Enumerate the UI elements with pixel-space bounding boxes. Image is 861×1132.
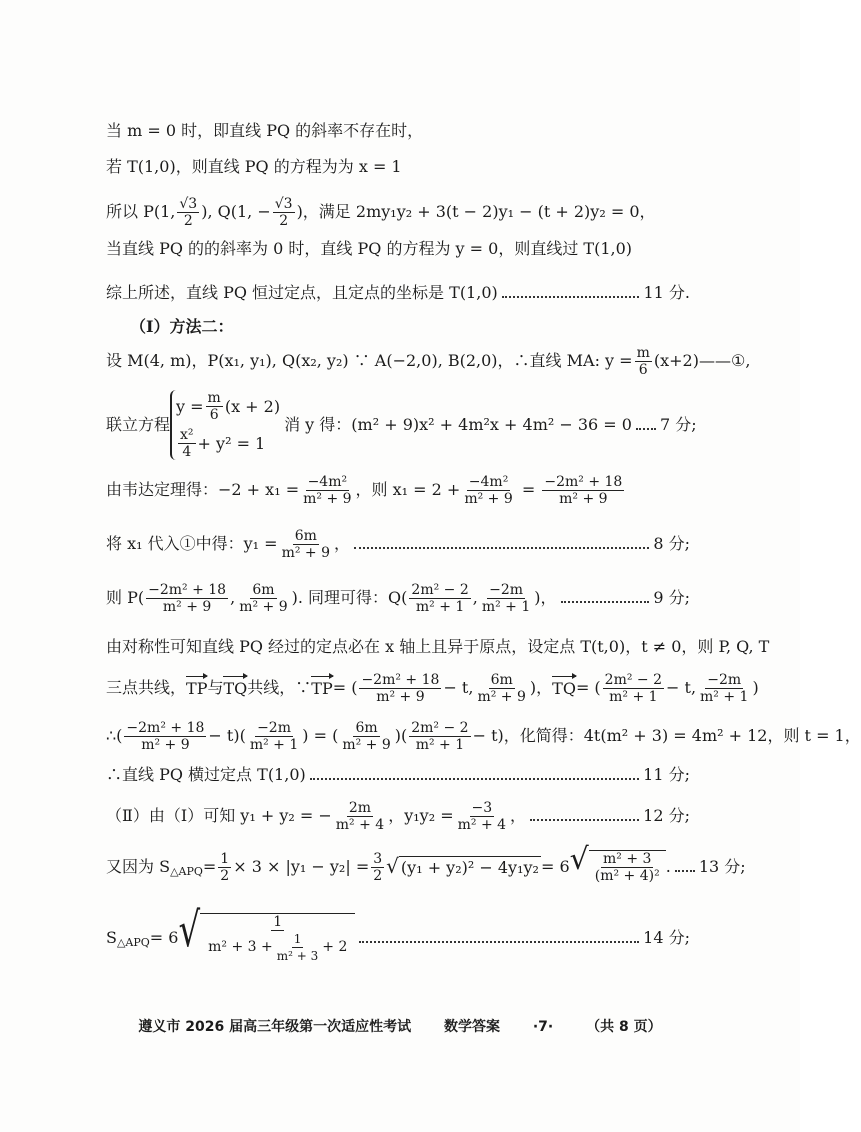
denominator: m² + 9 (477, 688, 526, 705)
numerator: m² + 3 (603, 851, 652, 867)
score-mark: 8 分; (653, 534, 690, 553)
equation-system-brace (170, 390, 280, 460)
line-text: = 6 (149, 928, 179, 947)
section-heading (130, 316, 690, 338)
denominator: m² + 9 (376, 688, 425, 705)
denominator: 2 (279, 212, 289, 229)
line-text: ). 同理可得：Q( (291, 588, 408, 607)
line-text: (x+2)——①, (653, 351, 751, 370)
numerator: 1 (220, 850, 230, 867)
fraction (273, 196, 295, 229)
line-text: − t, (666, 678, 697, 697)
numerator: −4m² (468, 473, 509, 490)
line-text: 将 x₁ 代入①中得：y₁ = (106, 534, 278, 553)
fraction (178, 427, 196, 460)
numerator: 2m² − 2 (604, 671, 663, 688)
fraction (593, 851, 662, 884)
line-text: ， (510, 806, 527, 825)
numerator: m (207, 390, 221, 406)
line-text: ) = ( (302, 726, 339, 745)
line-text: 所以 P(1, (106, 202, 176, 221)
line-text: ), Q(1, − (201, 202, 271, 221)
numerator: 1 (273, 913, 283, 930)
numerator: 3 (373, 850, 383, 867)
line-text: = (202, 857, 217, 876)
numerator: −3 (471, 799, 493, 816)
line-text: = ( (332, 678, 358, 697)
line-text: − t)，化简得：4t(m² + 3) = 4m² + 12，则 t = 1， (472, 726, 861, 745)
denominator: 2 (373, 867, 383, 884)
line-text: 综上所述，直线 PQ 恒过定点，且定点的坐标是 T(1,0) (106, 283, 498, 302)
line-text: ，y₁y₂ = (388, 806, 454, 825)
numerator: 1 (293, 931, 302, 946)
line-text: 则 P( (106, 588, 145, 607)
vector-tq: TQ (552, 676, 576, 700)
footer-exam-title: 遵义市 2026 届高三年级第一次适应性考试 (138, 1019, 412, 1035)
fraction (480, 582, 532, 615)
denominator: m² + 9 (162, 598, 212, 615)
line-text: 由韦达定理得：−2 + x₁ = (106, 480, 300, 499)
line-text: × 3 × |y₁ − y₂| = (233, 857, 370, 876)
numerator: −2m² + 18 (361, 671, 440, 688)
fraction (280, 528, 332, 561)
denominator: 2 (220, 867, 230, 884)
denominator: m² + 9 (342, 736, 391, 753)
text-line (106, 796, 690, 836)
fraction (359, 672, 441, 705)
numerator: √3 (179, 195, 198, 212)
numerator: 2m (348, 799, 372, 816)
denominator: m² + 3 (276, 948, 319, 963)
text-line (106, 902, 690, 968)
leader-dots (359, 941, 639, 943)
numerator: −4m² (307, 473, 348, 490)
text-line (106, 636, 770, 658)
line-text: = 6 (540, 857, 570, 876)
denominator: m² + 1 (481, 598, 531, 615)
text-line (106, 470, 690, 510)
line-text: 联立方程 (106, 415, 171, 434)
denominator: 2 (183, 212, 193, 229)
footer-subject: 数学答案 (443, 1019, 500, 1035)
text-line (106, 342, 751, 380)
score-mark: 9 分; (653, 588, 690, 607)
numerator: −2m (707, 671, 742, 688)
denominator: m² + 1 (249, 736, 299, 753)
fraction (334, 800, 386, 833)
text-line: 又因为 S △APQ = $\frac{1}{2}$ × 3 × |y₁ − y₂| = $\frac{3}{2}$ √ (y₁ + y₂)² − 4y₁y₂ = 6 √ $\frac{\text{m² + 3}}{\text{(m² + 4)²}}$ . 13 分; (106, 842, 746, 884)
numerator: m (636, 344, 650, 361)
text-line (106, 716, 861, 756)
square-root: √ 1 m² + 3 + $\frac{1}{\text{m² + 3}}$ + 2 (178, 913, 355, 964)
line-text: S (106, 928, 117, 947)
square-root: √ $\frac{\text{m² + 3}}{\text{(m² + 4)²}}$ (570, 850, 666, 884)
fraction (409, 582, 470, 615)
fraction (218, 851, 231, 884)
line-text: 当 m = 0 时，即直线 PQ 的斜率不存在时， (106, 121, 424, 140)
line-text: 当直线 PQ 的的斜率为 0 时，直线 PQ 的方程为 y = 0，则直线过 T(1,0) (106, 239, 633, 258)
fraction (542, 474, 624, 507)
leader-dots (502, 296, 640, 298)
equals-sign: = (516, 480, 541, 499)
numerator: 2m² − 2 (411, 581, 469, 598)
line-text: ∴( (106, 726, 123, 745)
denominator: m² + 1 (700, 688, 749, 705)
vector-tq: TQ (223, 676, 247, 700)
score-mark: 11 分. (643, 283, 690, 302)
leader-dots (675, 870, 695, 872)
leader-dots (354, 547, 649, 549)
denominator: m² + 9 (303, 490, 352, 507)
line-text: − t)( (208, 726, 246, 745)
score-mark: 12 分; (643, 806, 690, 825)
line-text: （Ⅰ）方法二： (130, 317, 234, 336)
score-mark: 11 分; (643, 765, 690, 784)
page-footer (0, 1016, 800, 1036)
fraction (462, 474, 514, 507)
fraction (301, 474, 353, 507)
fraction (409, 720, 470, 753)
denominator: m² + 1 (415, 736, 465, 753)
numerator: 2m² − 2 (411, 719, 469, 736)
denominator: m² + 9 (281, 544, 330, 561)
footer-page-number: ·7· (532, 1019, 554, 1035)
numerator: −2m² + 18 (544, 473, 623, 490)
line-text: （Ⅱ）由（Ⅰ）可知 y₁ + y₂ = − (106, 806, 332, 825)
line-text: ，则 x₁ = 2 + (355, 480, 461, 499)
text-line: 将 x₁ 代入①中得：y₁ = $\frac{6m}{\text{m² + 9}}$ ， 8 分; (106, 527, 690, 561)
fraction (275, 931, 321, 964)
numerator: −2m (257, 719, 291, 736)
denominator: m² + 4 (335, 816, 385, 833)
fraction (124, 720, 206, 753)
leader-dots (310, 778, 639, 780)
numerator: 6m (490, 671, 513, 688)
line-text: )，满足 2my₁y₂ + 3(t − 2)y₁ − (t + 2)y₂ = 0， (296, 202, 656, 221)
radicand: (y₁ + y₂)² − 4y₁y₂ (400, 857, 539, 877)
text-line (106, 192, 690, 232)
score-mark: 14 分; (643, 928, 690, 947)
line-text: 与 (207, 678, 224, 697)
fraction (206, 390, 223, 423)
line-text: 设 M(4, m)，P(x₁, y₁), Q(x₂, y₂) ∵ A(−2,0), B(2,0)，∴直线 MA: y = (106, 351, 633, 370)
vector-tp: TP (311, 676, 332, 700)
line-text: )( (394, 726, 408, 745)
line-text: + y² = 1 (197, 433, 266, 453)
subscript: △APQ (116, 936, 150, 949)
denominator: m² + 9 (141, 736, 190, 753)
fraction (237, 582, 289, 615)
denominator: 4 (182, 444, 192, 460)
fraction (603, 672, 664, 705)
denominator: m² + 1 (415, 598, 465, 615)
denominator: m² + 9 (239, 598, 288, 615)
line-text: ∴直线 PQ 横过定点 T(1,0) (106, 765, 306, 784)
line-text: 又因为 S (106, 857, 171, 876)
numerator: 6m (355, 719, 378, 736)
denominator: m² + 4 (457, 816, 507, 833)
text-line: 则 P( $\frac{\text{−2m² + 18}}{\text{m² + 9}}$ , $\frac{6m}{\text{m² + 9}}$ ). 同理可得：Q( $\frac{\text{2m² − 2}}{\text{m² + 1}}$ , $\frac{-2m}{\text{m² + 1}}$ )， 9 分; (106, 581, 690, 615)
numerator: 6m (252, 581, 275, 598)
line-text: y = (176, 396, 204, 416)
leader-dots (530, 819, 639, 821)
line-text: m² + 3 + (208, 939, 273, 955)
line-text: + 2 (322, 939, 348, 955)
leader-dots (636, 428, 656, 430)
text-line (106, 388, 697, 462)
line-text: )， (529, 678, 553, 697)
numerator: −2m² + 18 (148, 581, 227, 598)
denominator: 6 (209, 407, 219, 423)
numerator: √3 (274, 195, 293, 212)
footer-total-pages: （共 8 页） (586, 1019, 662, 1035)
vector-tp: TP (186, 676, 207, 700)
numerator: x² (180, 427, 194, 443)
denominator: m² + 1 (609, 688, 658, 705)
line-text: 由对称性可知直线 PQ 经过的定点必在 x 轴上且异于原点，设定点 T(t,0)，t ≠ 0，则 P, Q, T (106, 637, 770, 656)
line-text: )， (534, 588, 557, 607)
numerator: −2m² + 18 (126, 719, 205, 736)
fraction (248, 720, 300, 753)
text-line (106, 156, 690, 178)
line-text: (x + 2) (224, 396, 281, 416)
fraction (146, 582, 228, 615)
line-text: − t, (443, 678, 474, 697)
fraction (371, 851, 384, 884)
numerator: 6m (294, 527, 317, 544)
fraction (340, 720, 392, 753)
line-text: 共线，∵ (247, 678, 312, 697)
denominator: 6 (638, 361, 648, 378)
text-line (106, 238, 690, 260)
denominator: m² + 9 (464, 490, 513, 507)
text-line: 三点共线， TP 与 TQ 共线，∵ TP = ( $\frac{\text{−2m² + 18}}{\text{m² + 9}}$ − t, $\frac{6m}{\text{m² + 9}}$ )， TQ = ( $\frac{\text{2m² − 2}}{\text{m² + 1}}$ − t, $\frac{-2m}{\text{m² + 1}}$ ) (106, 671, 759, 705)
line-text: 若 T(1,0)，则直线 PQ 的方程为为 x = 1 (106, 157, 402, 176)
score-mark: 7 分; (659, 415, 697, 434)
fraction (177, 196, 199, 229)
denominator: m² + 9 (559, 490, 608, 507)
fraction (475, 672, 527, 705)
text-line (106, 120, 690, 142)
fraction (635, 345, 652, 378)
numerator: −2m (489, 581, 524, 598)
fraction (698, 672, 750, 705)
subscript: △APQ (170, 865, 203, 878)
fraction (456, 800, 508, 833)
line-text: 三点共线， (106, 678, 187, 697)
score-mark: 13 分; (698, 857, 746, 876)
text-line (106, 282, 690, 304)
line-text: 消 y 得：(m² + 9)x² + 4m²x + 4m² − 36 = 0 (284, 415, 632, 434)
line-text: = ( (575, 678, 601, 697)
leader-dots (561, 601, 650, 603)
denominator: (m² + 4)² (594, 868, 660, 884)
text-line (106, 764, 690, 786)
fraction (206, 914, 349, 964)
square-root: √ (y₁ + y₂)² − 4y₁y₂ (386, 853, 539, 878)
